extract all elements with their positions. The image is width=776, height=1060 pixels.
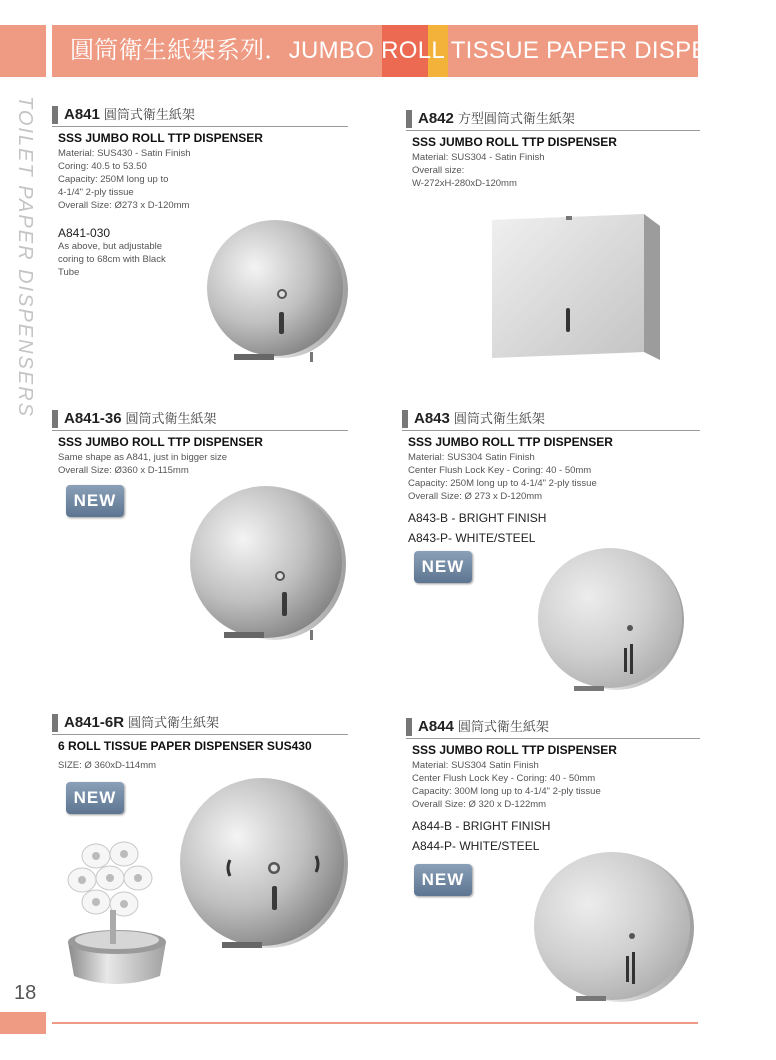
variant-note: coring to 68cm with Black	[58, 254, 166, 265]
product-header	[52, 104, 348, 127]
variant-line: A844-B - BRIGHT FINISH	[412, 819, 551, 833]
product-subtitle: 6 ROLL TISSUE PAPER DISPENSER SUS430	[58, 739, 312, 753]
product-subtitle: SSS JUMBO ROLL TTP DISPENSER	[58, 435, 263, 449]
header-bar	[52, 106, 58, 124]
variant-line: A843-B - BRIGHT FINISH	[408, 511, 547, 525]
tissue-rolls-image	[62, 838, 172, 988]
product-subtitle: SSS JUMBO ROLL TTP DISPENSER	[408, 435, 613, 449]
product-header	[406, 716, 700, 739]
product-code: A844 圓筒式衛生紙架	[418, 718, 549, 735]
header-bar	[52, 410, 58, 428]
spec-line: 4-1/4" 2-ply tissue	[58, 187, 134, 198]
dispenser-image	[534, 544, 690, 696]
header-bar	[406, 110, 412, 128]
variant-note: Tube	[58, 267, 80, 278]
product-subtitle: SSS JUMBO ROLL TTP DISPENSER	[412, 743, 617, 757]
sidebar-label: TOILET PAPER DISPENSERS	[14, 96, 36, 419]
spec-line: Overall Size: Ø360 x D-115mm	[58, 465, 189, 476]
spec-line: Coring: 40.5 to 53.50	[58, 161, 147, 172]
variant-line: A844-P- WHITE/STEEL	[412, 839, 540, 853]
spec-line: Material: SUS430 - Satin Finish	[58, 148, 191, 159]
product-code: A841-36 圓筒式衛生紙架	[64, 410, 217, 427]
page-title: 圓筒衛生紙架系列．JUMBO ROLL TISSUE PAPER DISPENSER	[70, 37, 776, 64]
spec-line: Same shape as A841, just in bigger size	[58, 452, 227, 463]
product-code: A841 圓筒式衛生紙架	[64, 106, 195, 123]
dispenser-image	[488, 208, 664, 368]
variant-note: As above, but adjustable	[58, 241, 163, 252]
header-bar	[406, 718, 412, 736]
spec-line: W-272xH-280xD-120mm	[412, 178, 517, 189]
product-subtitle: SSS JUMBO ROLL TTP DISPENSER	[58, 131, 263, 145]
product-a844	[406, 716, 700, 853]
spec-line: Material: SUS304 - Satin Finish	[412, 152, 545, 163]
new-badge: NEW	[414, 864, 472, 896]
dispenser-image	[532, 848, 700, 1006]
page-number: 18	[14, 982, 37, 1004]
product-header	[406, 108, 700, 131]
header-bar	[402, 410, 408, 428]
variant-line: A843-P- WHITE/STEEL	[408, 531, 536, 545]
new-badge: NEW	[66, 782, 124, 814]
spec-line: Capacity: 250M long up to 4-1/4" 2-ply tissue	[408, 478, 597, 489]
spec-line: SIZE: Ø 360xD-114mm	[58, 760, 157, 771]
dispenser-image	[200, 208, 350, 366]
product-a841-36	[52, 408, 348, 477]
product-code: A841-6R 圓筒式衛生紙架	[64, 714, 220, 731]
spec-line: Material: SUS304 Satin Finish	[412, 760, 539, 771]
spec-line: Overall Size: Ø273 x D-120mm	[58, 200, 190, 211]
product-header	[52, 408, 348, 431]
footer-tab	[0, 1012, 46, 1034]
product-code: A843 圓筒式衛生紙架	[414, 410, 545, 427]
product-code: A842 方型圓筒式衛生紙架	[418, 110, 575, 127]
spec-line: Material: SUS304 Satin Finish	[408, 452, 535, 463]
spec-line: Capacity: 250M long up to	[58, 174, 169, 185]
spec-line: Overall size:	[412, 165, 465, 176]
spec-line: Overall Size: Ø 273 x D-120mm	[408, 491, 543, 502]
variant-code: A841-030	[58, 226, 111, 240]
product-a842	[406, 108, 700, 190]
spec-line: Overall Size: Ø 320 x D-122mm	[412, 799, 547, 810]
product-a843	[402, 408, 700, 545]
header-banner	[52, 25, 776, 77]
sidebar	[6, 96, 36, 419]
spec-line: Capacity: 300M long up to 4-1/4" 2-ply tissue	[412, 786, 601, 797]
new-badge: NEW	[414, 551, 472, 583]
dispenser-image	[176, 776, 352, 956]
product-header	[402, 408, 700, 431]
header-tab	[0, 25, 46, 77]
dispenser-image	[186, 478, 350, 648]
spec-line: Center Flush Lock Key - Coring: 40 - 50mm	[412, 773, 596, 784]
product-subtitle: SSS JUMBO ROLL TTP DISPENSER	[412, 135, 617, 149]
footer-line	[52, 1022, 698, 1024]
product-header	[52, 712, 348, 735]
spec-line: Center Flush Lock Key - Coring: 40 - 50mm	[408, 465, 592, 476]
new-badge: NEW	[66, 485, 124, 517]
header-bar	[52, 714, 58, 732]
product-a841-6r	[52, 712, 348, 772]
